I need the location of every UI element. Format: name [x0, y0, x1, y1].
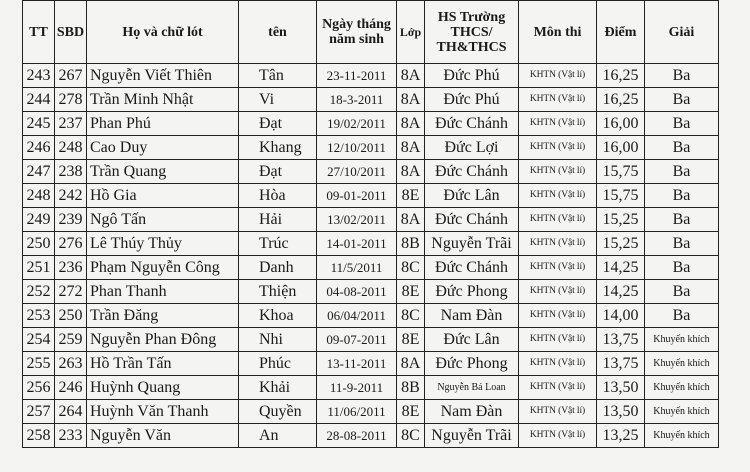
cell-diem: 13,75 — [597, 352, 645, 376]
cell-mon-thi: KHTN (Vật lí) — [519, 160, 597, 184]
cell-diem: 14,25 — [597, 256, 645, 280]
cell-ho-ten-lot: Phan Phú — [87, 112, 239, 136]
cell-ho-ten-lot: Trần Đăng — [87, 304, 239, 328]
cell-tt: 253 — [23, 304, 55, 328]
cell-truong: Đức Lân — [425, 184, 519, 208]
table-row — [23, 400, 719, 424]
cell-giai: Khuyến khích — [645, 400, 719, 424]
cell-sbd: 239 — [55, 208, 87, 232]
cell-ngay-sinh: 04-08-2011 — [317, 280, 397, 304]
cell-tt: 245 — [23, 112, 55, 136]
cell-ten: An — [239, 424, 317, 448]
cell-tt: 254 — [23, 328, 55, 352]
table-row — [23, 328, 719, 352]
cell-tt: 257 — [23, 400, 55, 424]
cell-truong: Đức Lân — [425, 328, 519, 352]
cell-tt: 249 — [23, 208, 55, 232]
cell-giai: Ba — [645, 208, 719, 232]
cell-ten: Danh — [239, 256, 317, 280]
cell-giai: Ba — [645, 112, 719, 136]
cell-ho-ten-lot: Huỳnh Quang — [87, 376, 239, 400]
table-row — [23, 208, 719, 232]
cell-mon-thi: KHTN (Vật lí) — [519, 424, 597, 448]
cell-truong: Đức Phong — [425, 352, 519, 376]
cell-sbd: 242 — [55, 184, 87, 208]
table-row — [23, 424, 719, 448]
table-row — [23, 88, 719, 112]
cell-ten: Vi — [239, 88, 317, 112]
cell-diem: 15,75 — [597, 184, 645, 208]
table-row — [23, 136, 719, 160]
cell-mon-thi: KHTN (Vật lí) — [519, 280, 597, 304]
cell-ho-ten-lot: Huỳnh Văn Thanh — [87, 400, 239, 424]
cell-tt: 252 — [23, 280, 55, 304]
cell-diem: 16,25 — [597, 88, 645, 112]
cell-lop: 8E — [397, 184, 425, 208]
cell-tt: 244 — [23, 88, 55, 112]
cell-tt: 243 — [23, 64, 55, 88]
cell-mon-thi: KHTN (Vật lí) — [519, 352, 597, 376]
cell-ho-ten-lot: Trần Minh Nhật — [87, 88, 239, 112]
cell-tt: 255 — [23, 352, 55, 376]
cell-giai: Ba — [645, 136, 719, 160]
cell-ho-ten-lot: Nguyễn Viết Thiên — [87, 64, 239, 88]
header-mon-thi: Môn thi — [519, 1, 597, 64]
cell-sbd: 248 — [55, 136, 87, 160]
cell-ten: Tân — [239, 64, 317, 88]
cell-truong: Đức Chánh — [425, 208, 519, 232]
cell-mon-thi: KHTN (Vật lí) — [519, 376, 597, 400]
cell-ten: Phúc — [239, 352, 317, 376]
cell-lop: 8A — [397, 112, 425, 136]
cell-giai: Ba — [645, 184, 719, 208]
cell-ho-ten-lot: Nguyễn Phan Đông — [87, 328, 239, 352]
header-diem: Điểm — [597, 1, 645, 64]
header-tt: TT — [23, 1, 55, 64]
cell-lop: 8A — [397, 208, 425, 232]
cell-mon-thi: KHTN (Vật lí) — [519, 112, 597, 136]
cell-sbd: 278 — [55, 88, 87, 112]
cell-ngay-sinh: 28-08-2011 — [317, 424, 397, 448]
cell-giai: Ba — [645, 232, 719, 256]
cell-giai: Ba — [645, 160, 719, 184]
cell-ten: Đạt — [239, 160, 317, 184]
cell-ngay-sinh: 09-01-2011 — [317, 184, 397, 208]
cell-truong: Đức Lợi — [425, 136, 519, 160]
table-row — [23, 352, 719, 376]
cell-ten: Hải — [239, 208, 317, 232]
cell-diem: 15,25 — [597, 232, 645, 256]
cell-giai: Khuyến khích — [645, 424, 719, 448]
cell-truong: Đức Phong — [425, 280, 519, 304]
cell-sbd: 259 — [55, 328, 87, 352]
cell-tt: 256 — [23, 376, 55, 400]
table-row — [23, 304, 719, 328]
cell-diem: 16,00 — [597, 136, 645, 160]
cell-ngay-sinh: 13/02/2011 — [317, 208, 397, 232]
cell-lop: 8E — [397, 400, 425, 424]
cell-sbd: 263 — [55, 352, 87, 376]
header-truong: HS Trường THCS/ TH&THCS — [425, 1, 519, 64]
table-row — [23, 112, 719, 136]
cell-diem: 13,75 — [597, 328, 645, 352]
cell-sbd: 267 — [55, 64, 87, 88]
cell-tt: 251 — [23, 256, 55, 280]
cell-giai: Ba — [645, 256, 719, 280]
cell-mon-thi: KHTN (Vật lí) — [519, 208, 597, 232]
cell-diem: 14,00 — [597, 304, 645, 328]
cell-diem: 13,25 — [597, 424, 645, 448]
header-row — [23, 1, 719, 64]
cell-ten: Thiện — [239, 280, 317, 304]
header-ten: tên — [239, 1, 317, 64]
cell-lop: 8C — [397, 424, 425, 448]
cell-truong: Nguyễn Trãi — [425, 232, 519, 256]
cell-tt: 247 — [23, 160, 55, 184]
cell-sbd: 237 — [55, 112, 87, 136]
cell-truong: Đức Chánh — [425, 160, 519, 184]
cell-sbd: 272 — [55, 280, 87, 304]
cell-ho-ten-lot: Ngô Tấn — [87, 208, 239, 232]
cell-mon-thi: KHTN (Vật lí) — [519, 400, 597, 424]
cell-ngay-sinh: 09-07-2011 — [317, 328, 397, 352]
cell-ho-ten-lot: Phạm Nguyễn Công — [87, 256, 239, 280]
cell-truong: Đức Chánh — [425, 112, 519, 136]
header-lop: Lớp — [397, 1, 425, 64]
cell-tt: 248 — [23, 184, 55, 208]
cell-ngay-sinh: 27/10/2011 — [317, 160, 397, 184]
table-row — [23, 160, 719, 184]
cell-diem: 13,50 — [597, 376, 645, 400]
cell-truong: Nam Đàn — [425, 400, 519, 424]
cell-giai: Khuyến khích — [645, 328, 719, 352]
cell-diem: 15,75 — [597, 160, 645, 184]
cell-ngay-sinh: 11/06/2011 — [317, 400, 397, 424]
cell-giai: Ba — [645, 280, 719, 304]
cell-lop: 8A — [397, 64, 425, 88]
cell-sbd: 236 — [55, 256, 87, 280]
cell-ten: Đạt — [239, 112, 317, 136]
table-row — [23, 256, 719, 280]
cell-truong: Nguyễn Trãi — [425, 424, 519, 448]
cell-ngay-sinh: 18-3-2011 — [317, 88, 397, 112]
cell-ngay-sinh: 11/5/2011 — [317, 256, 397, 280]
cell-ho-ten-lot: Trần Quang — [87, 160, 239, 184]
cell-lop: 8E — [397, 328, 425, 352]
cell-diem: 13,50 — [597, 400, 645, 424]
cell-lop: 8A — [397, 136, 425, 160]
cell-diem: 14,25 — [597, 280, 645, 304]
header-sbd: SBD — [55, 1, 87, 64]
cell-ngay-sinh: 13-11-2011 — [317, 352, 397, 376]
cell-mon-thi: KHTN (Vật lí) — [519, 184, 597, 208]
cell-giai: Ba — [645, 88, 719, 112]
cell-lop: 8B — [397, 376, 425, 400]
cell-truong: Đức Phú — [425, 64, 519, 88]
stamp-mark — [722, 232, 740, 382]
cell-ten: Khoa — [239, 304, 317, 328]
cell-lop: 8A — [397, 352, 425, 376]
header-ho-ten-lot: Họ và chữ lót — [87, 1, 239, 64]
table-row — [23, 64, 719, 88]
cell-ho-ten-lot: Phan Thanh — [87, 280, 239, 304]
header-ngay-sinh: Ngày tháng năm sinh — [317, 1, 397, 64]
cell-tt: 246 — [23, 136, 55, 160]
table-row — [23, 376, 719, 400]
table-row — [23, 280, 719, 304]
cell-ngay-sinh: 12/10/2011 — [317, 136, 397, 160]
cell-diem: 16,25 — [597, 64, 645, 88]
cell-mon-thi: KHTN (Vật lí) — [519, 136, 597, 160]
results-table — [22, 0, 719, 448]
cell-mon-thi: KHTN (Vật lí) — [519, 256, 597, 280]
cell-ho-ten-lot: Lê Thúy Thủy — [87, 232, 239, 256]
header-giai: Giải — [645, 1, 719, 64]
cell-ngay-sinh: 06/04/2011 — [317, 304, 397, 328]
cell-diem: 16,00 — [597, 112, 645, 136]
results-sheet — [22, 0, 722, 448]
cell-sbd: 233 — [55, 424, 87, 448]
cell-mon-thi: KHTN (Vật lí) — [519, 328, 597, 352]
cell-mon-thi: KHTN (Vật lí) — [519, 304, 597, 328]
cell-ngay-sinh: 14-01-2011 — [317, 232, 397, 256]
cell-giai: Khuyến khích — [645, 352, 719, 376]
cell-ten: Khải — [239, 376, 317, 400]
cell-ten: Quyền — [239, 400, 317, 424]
cell-ngay-sinh: 11-9-2011 — [317, 376, 397, 400]
cell-ten: Trúc — [239, 232, 317, 256]
cell-truong: Nam Đàn — [425, 304, 519, 328]
cell-mon-thi: KHTN (Vật lí) — [519, 88, 597, 112]
cell-mon-thi: KHTN (Vật lí) — [519, 232, 597, 256]
cell-giai: Ba — [645, 304, 719, 328]
cell-sbd: 238 — [55, 160, 87, 184]
cell-ten: Hòa — [239, 184, 317, 208]
table-row — [23, 184, 719, 208]
cell-ho-ten-lot: Cao Duy — [87, 136, 239, 160]
cell-sbd: 264 — [55, 400, 87, 424]
cell-lop: 8B — [397, 232, 425, 256]
cell-mon-thi: KHTN (Vật lí) — [519, 64, 597, 88]
table-row — [23, 232, 719, 256]
cell-diem: 15,25 — [597, 208, 645, 232]
cell-ten: Khang — [239, 136, 317, 160]
cell-truong: Đức Chánh — [425, 256, 519, 280]
cell-ngay-sinh: 23-11-2011 — [317, 64, 397, 88]
cell-sbd: 246 — [55, 376, 87, 400]
cell-lop: 8C — [397, 304, 425, 328]
cell-ho-ten-lot: Hồ Gia — [87, 184, 239, 208]
cell-giai: Khuyến khích — [645, 376, 719, 400]
cell-lop: 8A — [397, 160, 425, 184]
cell-lop: 8C — [397, 256, 425, 280]
cell-truong: Đức Phú — [425, 88, 519, 112]
cell-ho-ten-lot: Hồ Trần Tấn — [87, 352, 239, 376]
cell-sbd: 250 — [55, 304, 87, 328]
cell-truong: Nguyễn Bá Loan — [425, 376, 519, 400]
cell-ngay-sinh: 19/02/2011 — [317, 112, 397, 136]
cell-ho-ten-lot: Nguyễn Văn — [87, 424, 239, 448]
cell-sbd: 276 — [55, 232, 87, 256]
cell-giai: Ba — [645, 64, 719, 88]
cell-lop: 8A — [397, 88, 425, 112]
results-body — [23, 64, 719, 448]
cell-tt: 258 — [23, 424, 55, 448]
cell-tt: 250 — [23, 232, 55, 256]
cell-lop: 8E — [397, 280, 425, 304]
cell-ten: Nhi — [239, 328, 317, 352]
